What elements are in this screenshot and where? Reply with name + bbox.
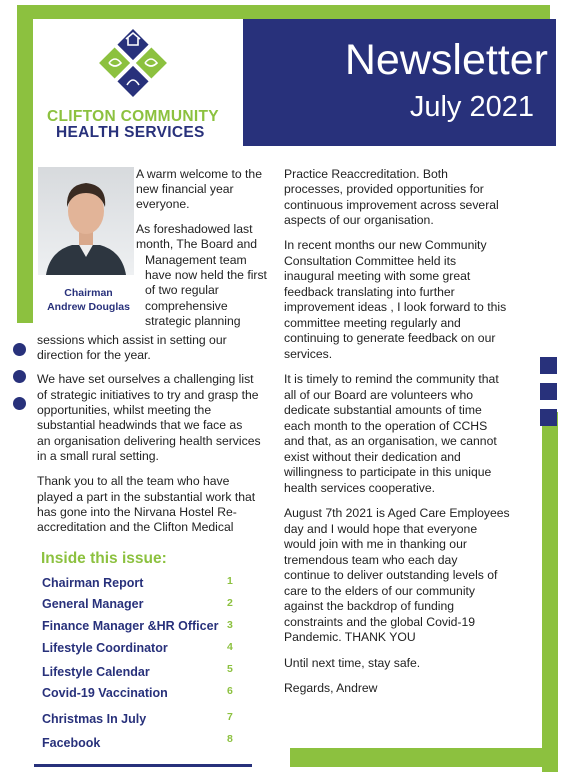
left-column-line: Thank you to all the team who have bbox=[37, 474, 230, 488]
toc-page-number: 3 bbox=[227, 619, 233, 631]
right-column-line: improvement ideas , I look forward to this bbox=[284, 300, 507, 314]
organisation-logo bbox=[95, 25, 171, 101]
toc-page-number: 2 bbox=[227, 597, 233, 609]
right-column-line: services. bbox=[284, 347, 333, 361]
right-column-line: It is timely to remind the community that bbox=[284, 372, 499, 386]
right-green-bar bbox=[542, 412, 558, 772]
right-column-line: inaugural meeting with some great bbox=[284, 269, 471, 283]
left-column-line: We have set ourselves a challenging list bbox=[37, 372, 254, 386]
toc-page-number: 8 bbox=[227, 733, 233, 745]
toc-item-finance-manager[interactable]: Finance Manager &HR Officer bbox=[42, 619, 219, 633]
right-column-line: processes, provided opportunities for bbox=[284, 182, 484, 196]
chairman-name: Andrew Douglas bbox=[47, 301, 130, 313]
intro-line: month, The Board and bbox=[136, 237, 258, 251]
left-column-line: accreditation and the Clifton Medical bbox=[37, 520, 234, 534]
left-green-bar bbox=[17, 5, 33, 323]
chairman-photo bbox=[38, 167, 134, 275]
intro-line: new financial year bbox=[136, 182, 234, 196]
right-column-line: August 7th 2021 is Aged Care Employees bbox=[284, 506, 510, 520]
chairman-role: Chairman bbox=[64, 287, 113, 299]
toc-page-number: 1 bbox=[227, 575, 233, 587]
left-column-line: has gone into the Nirvana Hostel Re- bbox=[37, 505, 237, 519]
navy-square bbox=[540, 383, 557, 400]
toc-item-covid-vaccination[interactable]: Covid-19 Vaccination bbox=[42, 686, 168, 700]
toc-item-chairman-report[interactable]: Chairman Report bbox=[42, 576, 144, 590]
right-column-line: dedicate substantial amounts of time bbox=[284, 403, 482, 417]
right-column-line: constraints and the global Covid-19 bbox=[284, 615, 476, 629]
toc-page-number: 4 bbox=[227, 641, 233, 653]
right-column-line: all of our Board are volunteers who bbox=[284, 388, 474, 402]
right-column-line: Consultation Committee held its bbox=[284, 254, 457, 268]
right-column-line: continuous improvement across several bbox=[284, 198, 499, 212]
right-column-line: continue to deliver outstanding levels of bbox=[284, 568, 498, 582]
right-column-line: day and I would hope that everyone bbox=[284, 522, 478, 536]
right-column-line: health services cooperative. bbox=[284, 481, 436, 495]
right-column-line: Until next time, stay safe. bbox=[284, 656, 421, 670]
toc-item-lifestyle-calendar[interactable]: Lifestyle Calendar bbox=[42, 665, 150, 679]
toc-item-lifestyle-coordinator[interactable]: Lifestyle Coordinator bbox=[42, 641, 168, 655]
left-column-line: played a part in the substantial work that bbox=[37, 490, 256, 504]
right-column-line: would join with me in thanking our bbox=[284, 537, 467, 551]
org-name-line1: CLIFTON COMMUNITY bbox=[47, 108, 219, 125]
navy-dot bbox=[13, 397, 26, 410]
right-column-line: committee meeting regularly and bbox=[284, 316, 461, 330]
chairman-caption bbox=[38, 286, 139, 314]
intro-line: strategic planning bbox=[145, 314, 241, 328]
intro-line: everyone. bbox=[136, 197, 190, 211]
right-column-line: continuing to generate feedback on our bbox=[284, 331, 496, 345]
right-column-line: aspects of our organisation. bbox=[284, 213, 434, 227]
right-column-line: exist without their dedication and bbox=[284, 450, 461, 464]
left-column-line: direction for the year. bbox=[37, 348, 151, 362]
intro-line: A warm welcome to the bbox=[136, 167, 262, 181]
toc-page-number: 6 bbox=[227, 685, 233, 697]
right-column-line: tremendous team who each day bbox=[284, 553, 458, 567]
bottom-navy-line bbox=[34, 764, 252, 767]
left-column-line: opportunities, whilst meeting the bbox=[37, 403, 212, 417]
right-column-line: willingness to participate in this unique bbox=[284, 465, 492, 479]
intro-line: have now held the first bbox=[145, 268, 267, 282]
navy-square bbox=[540, 409, 557, 426]
bottom-green-bar bbox=[290, 748, 558, 767]
newsletter-title: Newsletter bbox=[344, 36, 548, 84]
intro-line: comprehensive bbox=[145, 299, 228, 313]
toc-page-number: 7 bbox=[227, 711, 233, 723]
left-column-line: substantial headwinds that we face as bbox=[37, 418, 243, 432]
left-column-line: of strategic initiatives to try and grasp the bbox=[37, 388, 259, 402]
right-column-line: care to the elders of our community bbox=[284, 584, 476, 598]
navy-dot bbox=[13, 370, 26, 383]
intro-line: As foreshadowed last bbox=[136, 222, 253, 236]
left-column-line: an organisation delivering health services bbox=[37, 434, 261, 448]
top-green-bar bbox=[17, 5, 550, 19]
toc-item-general-manager[interactable]: General Manager bbox=[42, 597, 144, 611]
inside-issue-heading: Inside this issue: bbox=[41, 550, 167, 567]
left-column-line: sessions which assist in setting our bbox=[37, 333, 227, 347]
navy-square bbox=[540, 357, 557, 374]
toc-page-number: 5 bbox=[227, 663, 233, 675]
intro-line: Management team bbox=[145, 253, 247, 267]
left-column-line: in a small rural setting. bbox=[37, 449, 159, 463]
right-column-line: Practice Reaccreditation. Both bbox=[284, 167, 448, 181]
right-column-line: Pandemic. THANK YOU bbox=[284, 630, 416, 644]
right-column-line: In recent months our new Community bbox=[284, 238, 487, 252]
navy-dot bbox=[13, 343, 26, 356]
intro-line: of two regular bbox=[145, 283, 219, 297]
right-column-line: Regards, Andrew bbox=[284, 681, 378, 695]
toc-item-christmas-in-july[interactable]: Christmas In July bbox=[42, 712, 147, 726]
right-column-line: and that, as an organisation, we cannot bbox=[284, 434, 497, 448]
right-column-line: feedback translating into further bbox=[284, 285, 455, 299]
toc-item-facebook[interactable]: Facebook bbox=[42, 736, 101, 750]
newsletter-date: July 2021 bbox=[409, 91, 534, 123]
right-column-line: each month to the operation of CCHS bbox=[284, 419, 488, 433]
org-name-line2: HEALTH SERVICES bbox=[56, 124, 205, 141]
right-column-line: against the backdrop of funding bbox=[284, 599, 455, 613]
